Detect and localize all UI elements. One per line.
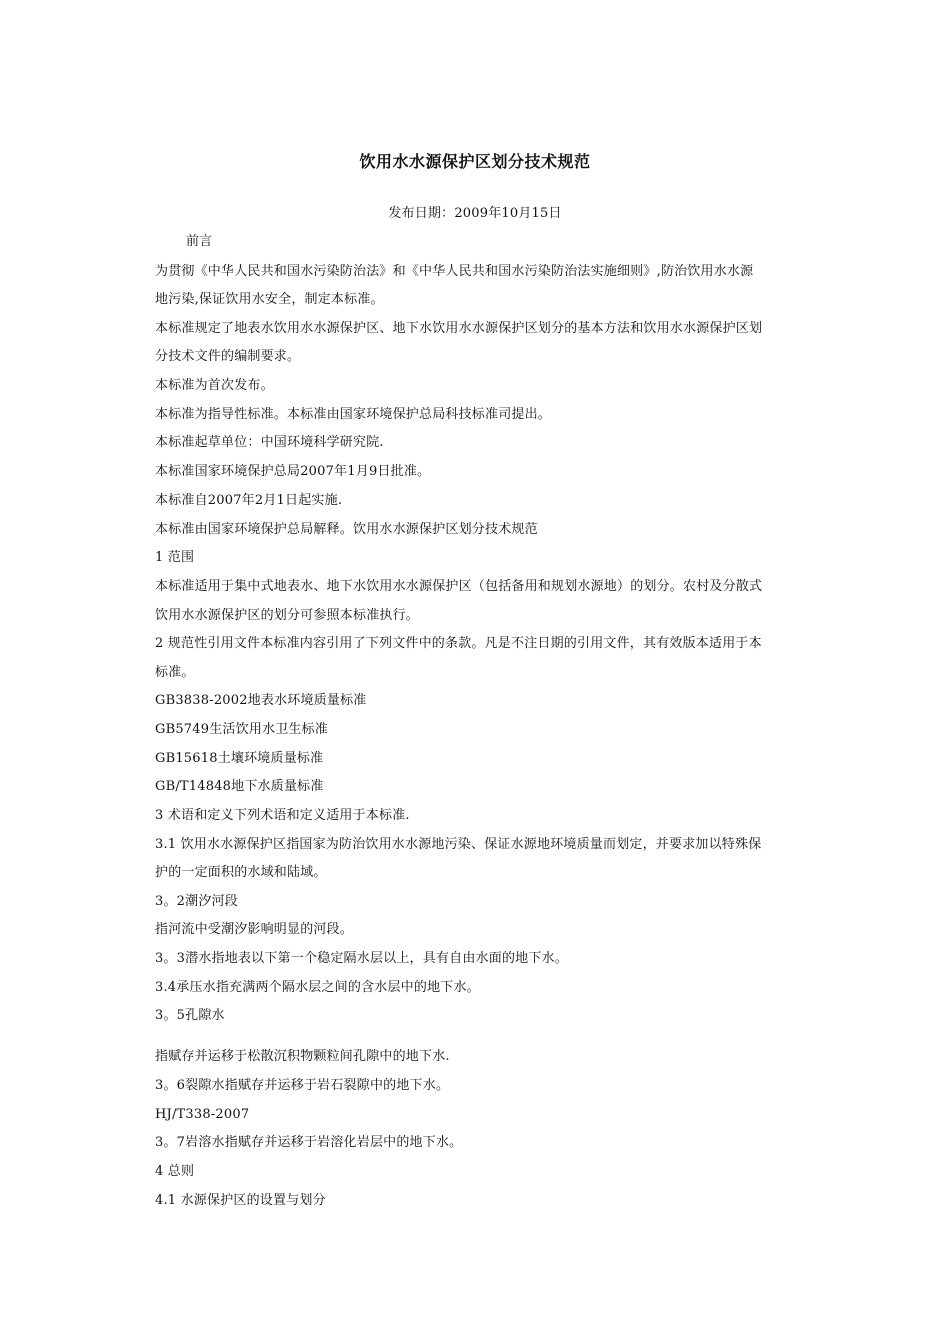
section-heading: 1 范围 [155,550,195,565]
document-title: 饮用水水源保护区划分技术规范 [359,152,591,171]
paragraph-line: 指赋存并运移于松散沉积物颗粒间孔隙中的地下水. [155,1049,450,1064]
paragraph-line: 本标准国家环境保护总局2007年1月9日批准。 [155,464,431,479]
standard-code: HJ/T338-2007 [155,1107,250,1122]
paragraph-line: 本标准为指导性标准。本标准由国家环境保护总局科技标准司提出。 [155,407,552,422]
paragraph-line: 本标准自2007年2月1日起实施. [155,493,343,508]
paragraph-line: 分技术文件的编制要求。 [155,349,301,364]
section-heading-preface: 前言 [186,234,213,249]
section-heading: 2 规范性引用文件本标准内容引用了下列文件中的条款。凡是不注日期的引用文件，其有效版本适用于本 [155,636,762,651]
subsection-heading: 4.1 水源保护区的设置与划分 [155,1193,326,1208]
paragraph-line: 本标准由国家环境保护总局解释。饮用水水源保护区划分技术规范 [155,522,538,537]
paragraph-line: 3.1 饮用水水源保护区指国家为防治饮用水水源地污染、保证水源地环境质量而划定，并要求加以特殊保 [155,837,762,852]
paragraph-line: 饮用水水源保护区的划分可参照本标准执行。 [155,608,420,623]
paragraph-line: 指河流中受潮汐影响明显的河段。 [155,922,354,937]
paragraph-line: 本标准为首次发布。 [155,378,274,393]
publish-date: 发布日期：2009年10月15日 [388,206,562,221]
paragraph-line: 本标准起草单位：中国环境科学研究院. [155,435,384,450]
paragraph-line: 护的一定面积的水域和陆域。 [155,865,327,880]
paragraph-line: 3.4承压水指充满两个隔水层之间的含水层中的地下水。 [155,980,480,995]
reference-item: GB5749生活饮用水卫生标准 [155,722,329,737]
paragraph-line: 3。6裂隙水指赋存并运移于岩石裂隙中的地下水。 [155,1078,450,1093]
reference-item: GB3838-2002地表水环境质量标准 [155,693,367,708]
subsection-heading: 3。5孔隙水 [155,1008,225,1023]
reference-item: GB15618土壤环境质量标准 [155,751,324,766]
paragraph-line: 为贯彻《中华人民共和国水污染防治法》和《中华人民共和国水污染防治法实施细则》,防治饮用水水源 [155,264,754,279]
paragraph-line: 本标准规定了地表水饮用水水源保护区、地下水饮用水水源保护区划分的基本方法和饮用水水源保护区划 [155,321,763,336]
subsection-heading: 3。2潮汐河段 [155,894,238,909]
reference-item: GB/T14848地下水质量标准 [155,779,324,794]
paragraph-line: 3。7岩溶水指赋存并运移于岩溶化岩层中的地下水。 [155,1135,463,1150]
paragraph-line: 本标准适用于集中式地表水、地下水饮用水水源保护区（包括备用和规划水源地）的划分。农村及分散式 [155,579,763,594]
section-heading: 4 总则 [155,1164,195,1179]
section-heading: 3 术语和定义下列术语和定义适用于本标准. [155,808,410,823]
paragraph-line: 标准。 [155,665,195,680]
paragraph-line: 3。3潜水指地表以下第一个稳定隔水层以上，具有自由水面的地下水。 [155,951,568,966]
paragraph-line: 地污染,保证饮用水安全，制定本标准。 [155,292,384,307]
